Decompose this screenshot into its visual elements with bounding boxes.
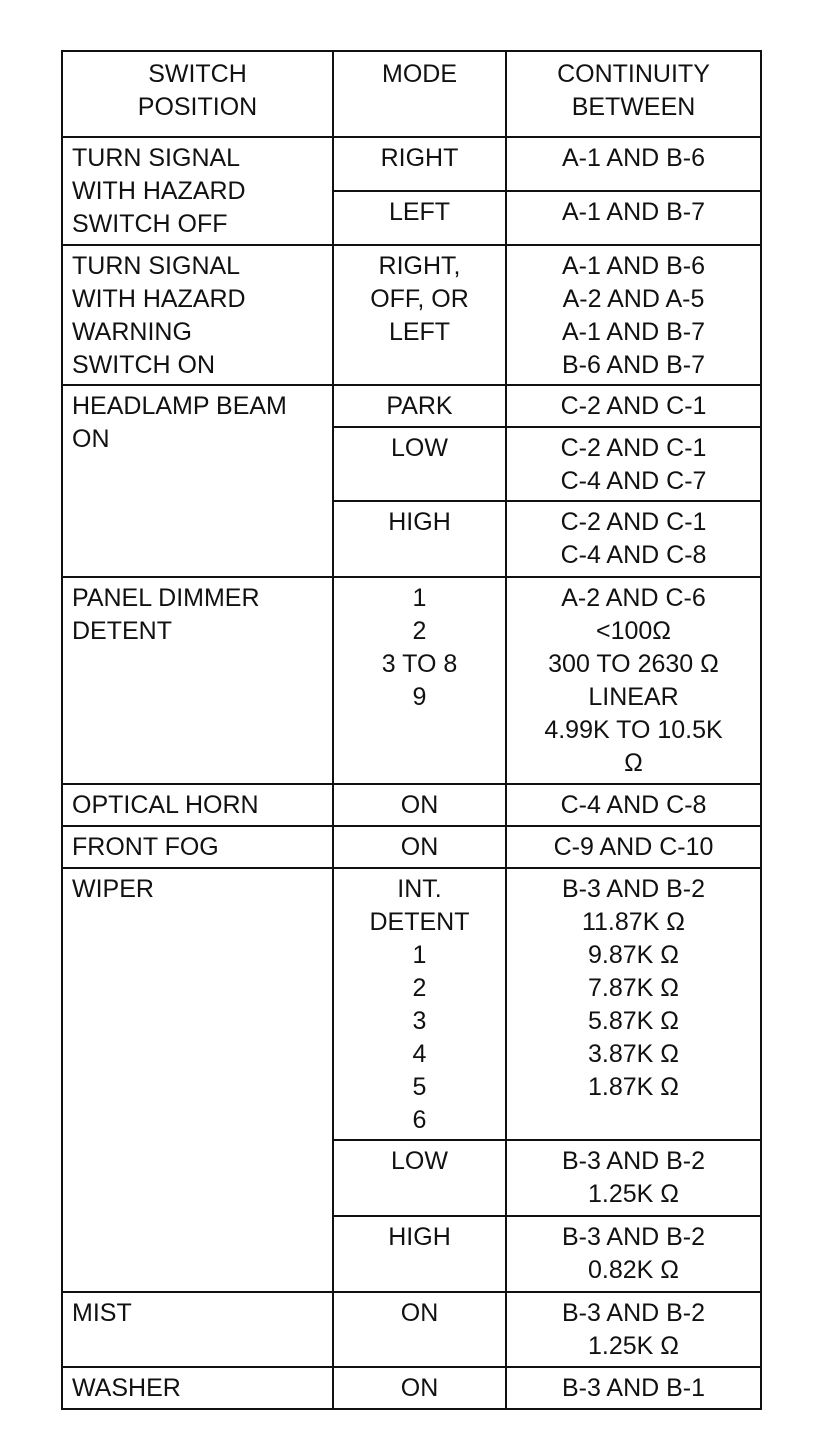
cell-line: RIGHT — [380, 144, 459, 172]
cell-line: DETENT — [72, 617, 172, 645]
cell-line: C-9 AND C-10 — [553, 833, 714, 861]
mode-cell — [333, 577, 506, 784]
cell-line: 9.87K Ω — [588, 941, 679, 969]
header-line: BETWEEN — [571, 93, 696, 121]
cell-line: OPTICAL HORN — [72, 791, 259, 819]
table-row — [62, 1292, 761, 1367]
cell-line: C-4 AND C-8 — [560, 541, 707, 569]
cell-line: 1 — [412, 584, 427, 612]
cell-line: WITH HAZARD — [72, 285, 246, 313]
table-row — [62, 868, 761, 1140]
cell-line: B-3 AND B-1 — [561, 1374, 706, 1402]
cell-line: ON — [400, 1374, 439, 1402]
switch-position-cell — [62, 385, 333, 577]
cell-line: 3 — [412, 1007, 427, 1035]
header-line: POSITION — [137, 93, 258, 121]
header-mode — [333, 51, 506, 137]
mode-cell — [333, 245, 506, 385]
cell-line: 5.87K Ω — [588, 1007, 679, 1035]
table-row — [62, 577, 761, 784]
cell-line: A-2 AND A-5 — [562, 285, 705, 313]
cell-line: 2 — [412, 974, 427, 1002]
table-row — [62, 826, 761, 868]
continuity-cell — [506, 427, 761, 501]
header-line: MODE — [382, 60, 457, 88]
mode-cell — [333, 385, 506, 427]
cell-line: HIGH — [388, 508, 451, 536]
continuity-cell — [506, 868, 761, 1140]
continuity-cell — [506, 826, 761, 868]
cell-line: ON — [400, 1299, 439, 1327]
mode-cell — [333, 1216, 506, 1292]
cell-line: SWITCH ON — [72, 351, 216, 379]
cell-line: A-1 AND B-6 — [561, 252, 706, 280]
cell-line: C-2 AND C-1 — [560, 508, 707, 536]
continuity-cell — [506, 1292, 761, 1367]
cell-line: 3 TO 8 — [381, 650, 458, 678]
mode-cell — [333, 191, 506, 245]
cell-line: OFF, OR — [370, 285, 469, 313]
cell-line: WASHER — [72, 1374, 181, 1402]
cell-line: 0.82K Ω — [588, 1256, 679, 1284]
cell-line: INT. — [397, 875, 442, 903]
cell-line: 5 — [412, 1073, 427, 1101]
cell-line: TURN SIGNAL — [72, 144, 241, 172]
continuity-cell — [506, 245, 761, 385]
cell-line: LOW — [391, 1147, 448, 1175]
table-row — [62, 137, 761, 191]
mode-cell — [333, 1367, 506, 1409]
switch-position-cell — [62, 1292, 333, 1367]
cell-line: 9 — [412, 683, 427, 711]
cell-line: RIGHT, — [378, 252, 461, 280]
table-row — [62, 784, 761, 826]
cell-line: PARK — [386, 392, 453, 420]
cell-line: DETENT — [369, 908, 470, 936]
cell-line: ON — [72, 425, 110, 453]
mode-cell — [333, 501, 506, 577]
cell-line: B-3 AND B-2 — [561, 1299, 706, 1327]
mode-cell — [333, 1292, 506, 1367]
cell-line: 1.87K Ω — [588, 1073, 679, 1101]
cell-line: HEADLAMP BEAM — [72, 392, 287, 420]
cell-line: C-2 AND C-1 — [560, 434, 707, 462]
cell-line: 1.25K Ω — [588, 1180, 679, 1208]
cell-line: 7.87K Ω — [588, 974, 679, 1002]
cell-line: TURN SIGNAL — [72, 252, 241, 280]
cell-line: LEFT — [388, 198, 451, 226]
header-row — [62, 51, 761, 137]
continuity-cell — [506, 385, 761, 427]
cell-line: 4 — [412, 1040, 427, 1068]
mode-cell — [333, 427, 506, 501]
cell-line: B-6 AND B-7 — [561, 351, 706, 379]
cell-line: <100Ω — [596, 617, 671, 645]
cell-line: Ω — [624, 749, 643, 777]
cell-line: C-2 AND C-1 — [560, 392, 707, 420]
cell-line: ON — [400, 791, 439, 819]
cell-line: 6 — [412, 1106, 427, 1134]
switch-position-cell — [62, 137, 333, 245]
mode-cell — [333, 868, 506, 1140]
cell-line: LOW — [391, 434, 448, 462]
table-row — [62, 385, 761, 427]
switch-position-cell — [62, 577, 333, 784]
cell-line: 4.99K TO 10.5K — [544, 716, 723, 744]
switch-position-cell — [62, 868, 333, 1292]
cell-line: PANEL DIMMER — [72, 584, 260, 612]
table-body — [62, 137, 761, 1409]
switch-position-cell — [62, 784, 333, 826]
continuity-cell — [506, 577, 761, 784]
header-switch-position — [62, 51, 333, 137]
continuity-cell — [506, 1367, 761, 1409]
switch-position-cell — [62, 245, 333, 385]
header-line: SWITCH — [148, 60, 247, 88]
header-line: CONTINUITY — [557, 60, 710, 88]
mode-cell — [333, 137, 506, 191]
continuity-cell — [506, 1216, 761, 1292]
cell-line: 11.87K Ω — [581, 908, 685, 936]
table-row — [62, 1367, 761, 1409]
cell-line: SWITCH OFF — [72, 210, 228, 238]
continuity-cell — [506, 191, 761, 245]
continuity-cell — [506, 784, 761, 826]
cell-line: WITH HAZARD — [72, 177, 246, 205]
cell-line: A-2 AND C-6 — [561, 584, 706, 612]
header-continuity-between — [506, 51, 761, 137]
cell-line: C-4 AND C-7 — [560, 467, 707, 495]
cell-line: 2 — [412, 617, 427, 645]
cell-line: A-1 AND B-7 — [561, 198, 706, 226]
switch-continuity-table — [61, 50, 762, 1410]
cell-line: ON — [400, 833, 439, 861]
cell-line: A-1 AND B-6 — [561, 144, 706, 172]
cell-line: FRONT FOG — [72, 833, 219, 861]
cell-line: MIST — [72, 1299, 132, 1327]
cell-line: WIPER — [72, 875, 154, 903]
cell-line: B-3 AND B-2 — [561, 875, 706, 903]
mode-cell — [333, 1140, 506, 1216]
cell-line: C-4 AND C-8 — [560, 791, 707, 819]
cell-line: LEFT — [388, 318, 451, 346]
continuity-cell — [506, 1140, 761, 1216]
cell-line: 1 — [412, 941, 427, 969]
continuity-cell — [506, 137, 761, 191]
cell-line: HIGH — [388, 1223, 451, 1251]
cell-line: B-3 AND B-2 — [561, 1223, 706, 1251]
cell-line: 3.87K Ω — [588, 1040, 679, 1068]
cell-line: WARNING — [72, 318, 192, 346]
mode-cell — [333, 826, 506, 868]
cell-line: 1.25K Ω — [588, 1332, 679, 1360]
cell-line: A-1 AND B-7 — [561, 318, 706, 346]
continuity-cell — [506, 501, 761, 577]
switch-position-cell — [62, 826, 333, 868]
switch-position-cell — [62, 1367, 333, 1409]
cell-line: B-3 AND B-2 — [561, 1147, 706, 1175]
cell-line: 300 TO 2630 Ω — [548, 650, 719, 678]
cell-line: LINEAR — [588, 683, 679, 711]
mode-cell — [333, 784, 506, 826]
table-row — [62, 245, 761, 385]
